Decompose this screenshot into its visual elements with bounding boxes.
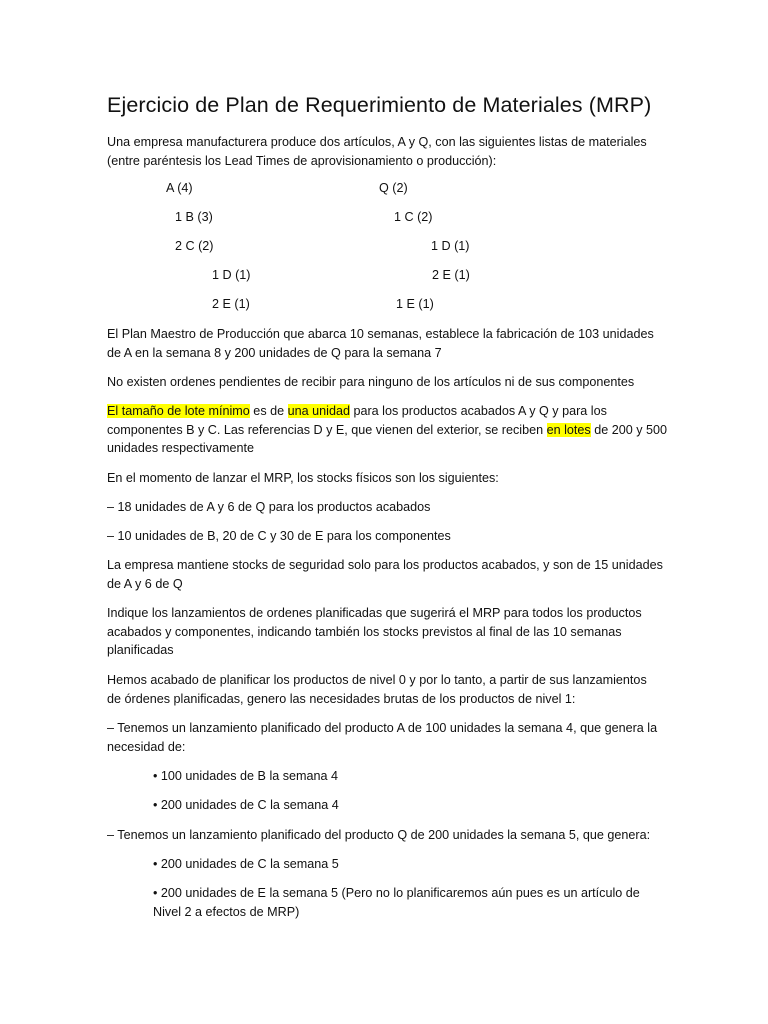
lot-text-1: es de — [249, 404, 288, 418]
lot-line-3: unidades respectivamente — [107, 441, 255, 455]
mps-paragraph — [107, 325, 667, 362]
stocks-intro: En el momento de lanzar el MRP, los stocks físicos son los siguientes: — [107, 471, 499, 485]
safety-line-1: La empresa mantiene stocks de seguridad solo para los productos acabados, y son de 15 unidades — [107, 558, 663, 572]
bom-q-1d: 1 D (1) — [431, 239, 470, 253]
bullet-e-line-2: Nivel 2 a efectos de MRP) — [153, 904, 300, 919]
task-paragraph — [107, 604, 667, 660]
a-release-line-2: necesidad de: — [107, 739, 186, 754]
bom-a-1b: 1 B (3) — [175, 210, 213, 224]
mps-line-2: de A en la semana 8 y 200 unidades de Q para la semana 7 — [107, 345, 442, 360]
intro-paragraph — [107, 133, 667, 170]
bom-a-2c: 2 C (2) — [175, 239, 214, 253]
lot-text-3: componentes B y C. Las referencias D y E, que vienen del exterior, se reciben — [107, 422, 547, 437]
bullet-e-line-1: • 200 unidades de E la semana 5 (Pero no lo planificaremos aún pues es un artículo de — [153, 886, 640, 900]
bom-a-1d: 1 D (1) — [212, 268, 251, 282]
bom-q-1e: 1 E (1) — [396, 297, 434, 311]
bullet-c-week4: • 200 unidades de C la semana 4 — [153, 798, 339, 812]
intro-line-1: Una empresa manufacturera produce dos artículos, A y Q, con las siguientes listas de materiales — [107, 135, 647, 149]
a-release-paragraph — [107, 719, 667, 756]
safety-line-2: de A y 6 de Q — [107, 576, 183, 591]
highlight-in-lots: en lotes — [546, 422, 591, 437]
highlight-lot-min: El tamaño de lote mínimo — [107, 404, 250, 418]
task-line-2: acabados y componentes, indicando también los stocks previstos al final de las 10 semanas — [107, 624, 622, 639]
bom-q-root: Q (2) — [379, 181, 408, 195]
lot-text-2: para los productos acabados A y Q y para los — [349, 404, 607, 418]
lot-line-2 — [107, 421, 667, 440]
page-title: Ejercicio de Plan de Requerimiento de Materiales (MRP) — [107, 93, 652, 117]
lot-size-paragraph — [107, 402, 667, 458]
bullet-e-week5 — [153, 884, 653, 921]
stock-line-1: – 18 unidades de A y 6 de Q para los productos acabados — [107, 500, 431, 514]
task-line-3: planificadas — [107, 643, 174, 657]
bullet-c-week5: • 200 unidades de C la semana 5 — [153, 857, 339, 871]
intro-line-2: (entre paréntesis los Lead Times de aprovisionamiento o producción): — [107, 153, 497, 168]
level0-line-1: Hemos acabado de planificar los productos de nivel 0 y por lo tanto, a partir de sus lanzamientos — [107, 673, 647, 687]
bom-q-1c: 1 C (2) — [394, 210, 433, 224]
a-release-line-1: – Tenemos un lanzamiento planificado del producto A de 100 unidades la semana 4, que genera la — [107, 721, 658, 735]
mps-line-1: El Plan Maestro de Producción que abarca 10 semanas, establece la fabricación de 103 unidades — [107, 327, 654, 341]
bom-q-2e: 2 E (1) — [432, 268, 470, 282]
task-line-1: Indique los lanzamientos de ordenes planificadas que sugerirá el MRP para todos los productos — [107, 606, 642, 620]
safety-paragraph — [107, 556, 667, 593]
lot-text-4: de 200 y 500 — [590, 422, 668, 437]
level0-paragraph — [107, 671, 667, 708]
lot-line-1 — [107, 402, 667, 421]
level0-line-2: de órdenes planificadas, genero las necesidades brutas de los productos de nivel 1: — [107, 691, 576, 706]
q-release-paragraph: – Tenemos un lanzamiento planificado del producto Q de 200 unidades la semana 5, que genera: — [107, 828, 651, 842]
stock-line-2: – 10 unidades de B, 20 de C y 30 de E para los componentes — [107, 529, 451, 543]
no-orders-paragraph: No existen ordenes pendientes de recibir para ninguno de los artículos ni de sus componentes — [107, 375, 635, 389]
bom-a-root: A (4) — [166, 181, 193, 195]
bullet-b-week4: • 100 unidades de B la semana 4 — [153, 769, 339, 783]
highlight-one-unit: una unidad — [287, 404, 350, 418]
bom-a-2e: 2 E (1) — [212, 297, 250, 311]
